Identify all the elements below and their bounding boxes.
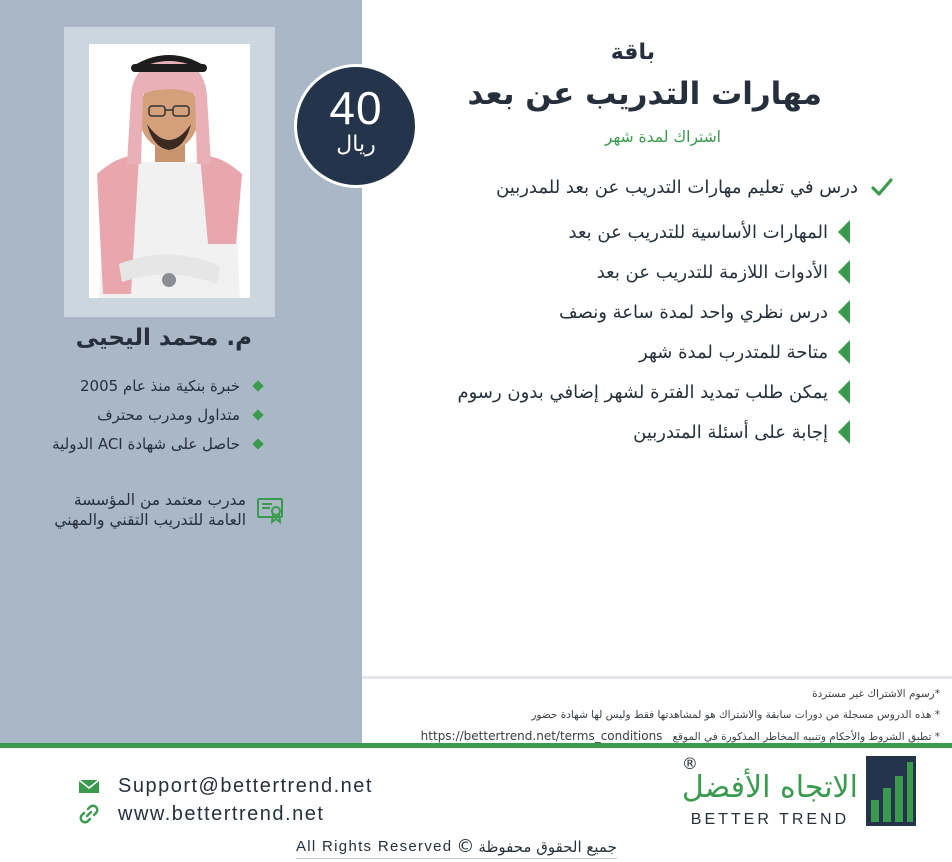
- course-heading: درس في تعليم مهارات التدريب عن بعد للمدربين: [496, 175, 894, 199]
- list-item: يمكن طلب تمديد الفترة لشهر إضافي بدون رسوم: [457, 372, 850, 412]
- brand-name-ar: الاتجاه الأفضل: [681, 770, 858, 805]
- website-link[interactable]: www.bettertrend.net: [118, 802, 325, 825]
- list-item: المهارات الأساسية للتدريب عن بعد: [457, 212, 850, 252]
- copyright-icon: ©: [456, 836, 475, 857]
- list-item: الأدوات اللازمة للتدريب عن بعد: [457, 252, 850, 292]
- features-list: [457, 212, 850, 452]
- list-item: درس نظري واحد لمدة ساعة ونصف: [457, 292, 850, 332]
- trainer-photo-frame: [64, 27, 275, 317]
- brand-logo: [682, 756, 916, 830]
- copyright-notice: All Rights Reserved © جميع الحقوق محفوظة: [296, 836, 617, 857]
- diamond-bullet-icon: [252, 438, 263, 449]
- diamond-bullet-icon: [252, 380, 263, 391]
- trainer-facts-list: [52, 371, 262, 458]
- arrow-bullet-icon: [838, 260, 850, 284]
- price-currency: ريال: [336, 132, 376, 157]
- package-subtitle: اشتراك لمدة شهر: [604, 128, 721, 146]
- accreditation-text: مدرب معتمد من المؤسسة العامة للتدريب التقني والمهني: [54, 491, 246, 529]
- check-icon: [870, 175, 894, 199]
- website-row: [78, 800, 373, 828]
- list-item: إجابة على أسئلة المتدربين: [457, 412, 850, 452]
- terms-link[interactable]: https://bettertrend.net/terms_conditions: [420, 729, 663, 743]
- trainer-photo: [89, 44, 250, 298]
- email-row: [78, 772, 373, 800]
- email-link[interactable]: Support@bettertrend.net: [118, 774, 373, 797]
- contact-info: [78, 772, 373, 828]
- package-title: مهارات التدريب عن بعد: [467, 76, 822, 112]
- arrow-bullet-icon: [838, 380, 850, 404]
- list-item: متاحة للمتدرب لمدة شهر: [457, 332, 850, 372]
- registered-mark: ®: [681, 754, 698, 773]
- arrow-bullet-icon: [838, 340, 850, 364]
- brand-name-en: BETTER TREND: [690, 811, 850, 828]
- list-item: خبرة بنكية منذ عام 2005: [52, 371, 262, 400]
- link-icon: [78, 803, 100, 825]
- certificate-icon: [256, 496, 284, 524]
- bar-chart-logo-icon: [866, 756, 916, 826]
- mail-icon: [78, 775, 100, 797]
- footer-divider: [0, 743, 952, 748]
- brand-wordmark: [682, 756, 858, 830]
- arrow-bullet-icon: [838, 420, 850, 444]
- trainer-name: م. محمد اليحيى: [75, 325, 252, 351]
- package-label: باقة: [610, 40, 655, 65]
- list-item: حاصل على شهادة ACI الدولية: [52, 429, 262, 458]
- price-badge: [297, 67, 415, 185]
- diamond-bullet-icon: [252, 409, 263, 420]
- price-amount: 40: [329, 82, 383, 134]
- notes-divider: [362, 676, 952, 679]
- accreditation: [54, 490, 284, 530]
- list-item: متداول ومدرب محترف: [52, 400, 262, 429]
- terms-notes: *رسوم الاشتراك غير مستردة * هذه الدروس مسجلة من دورات سابقة والاشتراك هو لمشاهدتها فقط وليس لها شهادة حضور * تطبق الشروط والأحكام وتنبيه المخاطر المذكورة في الموقعhttps://bettertrend.net/terms_conditions: [421, 684, 940, 748]
- arrow-bullet-icon: [838, 220, 850, 244]
- arrow-bullet-icon: [838, 300, 850, 324]
